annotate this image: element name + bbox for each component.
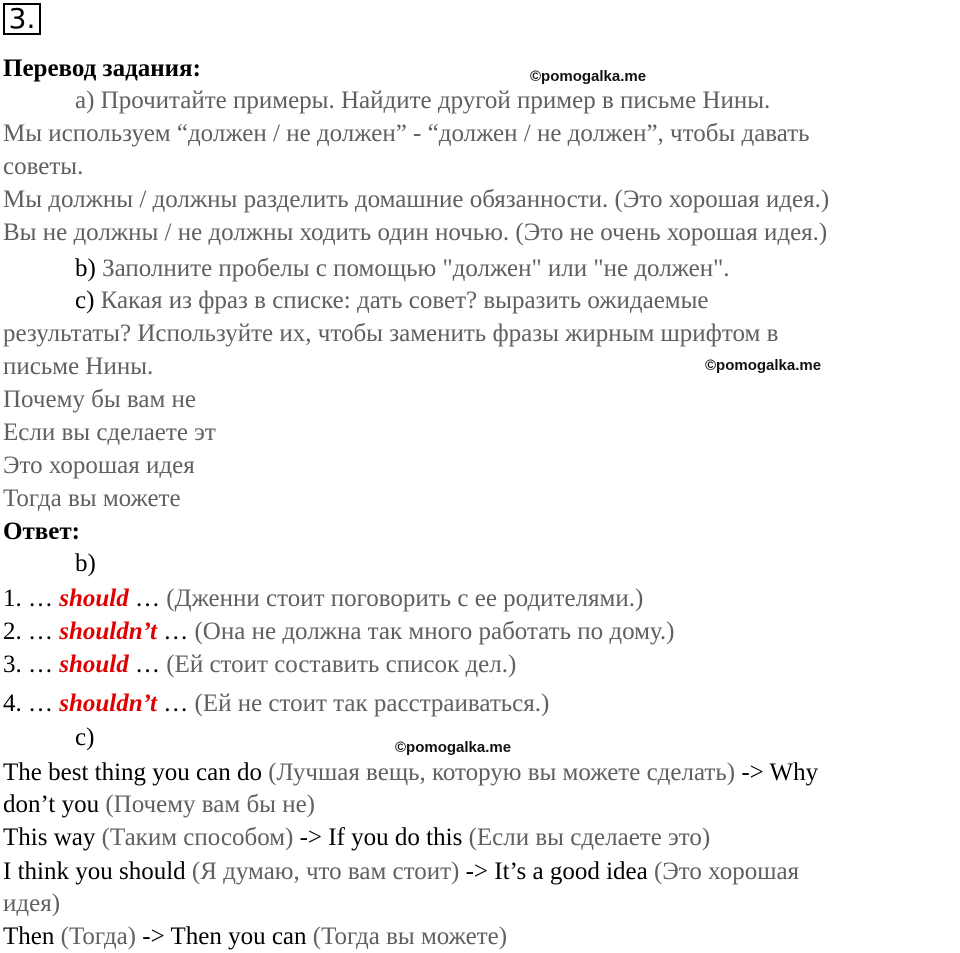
- c-ru: (Тогда): [60, 923, 136, 950]
- paragraph-3: Вы не должны / не должны ходить один ночью. (Это не очень хорошая идея.): [3, 219, 828, 246]
- task-a: [75, 86, 770, 116]
- answer-b-item-4: [3, 689, 549, 719]
- translation-header: Перевод задания:: [3, 55, 201, 82]
- c-en: The best thing you can do: [3, 759, 269, 786]
- task-c-label: c): [75, 287, 95, 314]
- task-b-text: Заполните пробелы с помощью "должен" или "не должен".: [95, 255, 730, 282]
- answer-c-line-2: [3, 790, 315, 820]
- answer-c-line-5: идея): [3, 890, 61, 917]
- item-word: shouldn’t: [59, 690, 157, 717]
- item-note: (Ей стоит составить список дел.): [166, 651, 517, 678]
- c-en: I think you should: [3, 858, 192, 885]
- watermark-3: ©pomogalka.me: [395, 739, 512, 756]
- task-a-text: Прочитайте примеры. Найдите другой пример в письме Нины.: [94, 87, 771, 114]
- c-ru: (Я думаю, что вам стоит): [191, 858, 460, 885]
- task-c-line3: письме Нины.: [3, 353, 154, 380]
- c-ru: (Таким способом): [101, 824, 294, 851]
- c-en: Then: [3, 923, 61, 950]
- c-en: -> Then you can: [136, 923, 313, 950]
- c-en: -> Why: [735, 759, 819, 786]
- c-en: This way: [3, 824, 102, 851]
- item-mid: …: [128, 651, 167, 678]
- phrase-3: Это хорошая идея: [3, 452, 195, 479]
- c-en: -> If you do this: [293, 824, 469, 851]
- phrase-2: Если вы сделаете эт: [3, 419, 216, 446]
- c-ru: (Это хорошая: [653, 858, 800, 885]
- item-note: (Дженни стоит поговорить с ее родителями.): [166, 585, 644, 612]
- answer-c-line-4: [3, 857, 799, 887]
- answer-c-line-1: [3, 758, 818, 788]
- item-note: (Она не должна так много работать по дому.): [194, 618, 675, 645]
- task-c-line2: результаты? Используйте их, чтобы заменить фразы жирным шрифтом в: [3, 320, 779, 347]
- paragraph-1b: советы.: [3, 153, 84, 180]
- answer-c-line-6: [3, 922, 507, 952]
- item-word: shouldn’t: [59, 618, 157, 645]
- task-a-label: a): [75, 87, 95, 114]
- phrase-1: Почему бы вам не: [3, 386, 197, 413]
- item-word: should: [59, 651, 129, 678]
- task-b: [75, 254, 730, 284]
- item-word: should: [59, 585, 129, 612]
- c-ru: (Если вы сделаете это): [468, 824, 711, 851]
- task-c: [75, 286, 709, 316]
- c-en: -> It’s a good idea: [459, 858, 654, 885]
- c-en: don’t you: [3, 791, 106, 818]
- answer-b-item-2: [3, 617, 675, 647]
- item-prefix: 3. …: [3, 651, 60, 678]
- item-prefix: 4. …: [3, 690, 60, 717]
- paragraph-1: Мы используем “должен / не должен” - “должен / не должен”, чтобы давать: [3, 120, 810, 147]
- answer-c-line-3: [3, 823, 710, 853]
- item-mid: …: [156, 618, 195, 645]
- answer-b-item-1: [3, 584, 643, 614]
- item-mid: …: [128, 585, 167, 612]
- answer-b-label: b): [75, 550, 96, 577]
- task-number: 3.: [3, 3, 41, 35]
- item-note: (Ей не стоит так расстраиваться.): [194, 690, 550, 717]
- task-c-text: Какая из фраз в списке: дать совет? выразить ожидаемые: [94, 287, 709, 314]
- watermark-2: ©pomogalka.me: [705, 357, 822, 374]
- item-mid: …: [156, 690, 195, 717]
- c-ru: (Почему вам бы не): [105, 791, 316, 818]
- answer-b-item-3: [3, 650, 516, 680]
- paragraph-2: Мы должны / должны разделить домашние обязанности. (Это хорошая идея.): [3, 186, 830, 213]
- item-prefix: 2. …: [3, 618, 60, 645]
- item-prefix: 1. …: [3, 585, 60, 612]
- answer-c-label: c): [75, 724, 95, 751]
- task-b-label: b): [75, 255, 96, 282]
- c-ru: (Лучшая вещь, которую вы можете сделать): [268, 759, 736, 786]
- watermark-1: ©pomogalka.me: [530, 68, 647, 85]
- answer-header: Ответ:: [3, 518, 80, 545]
- c-ru: (Тогда вы можете): [312, 923, 508, 950]
- phrase-4: Тогда вы можете: [3, 485, 181, 512]
